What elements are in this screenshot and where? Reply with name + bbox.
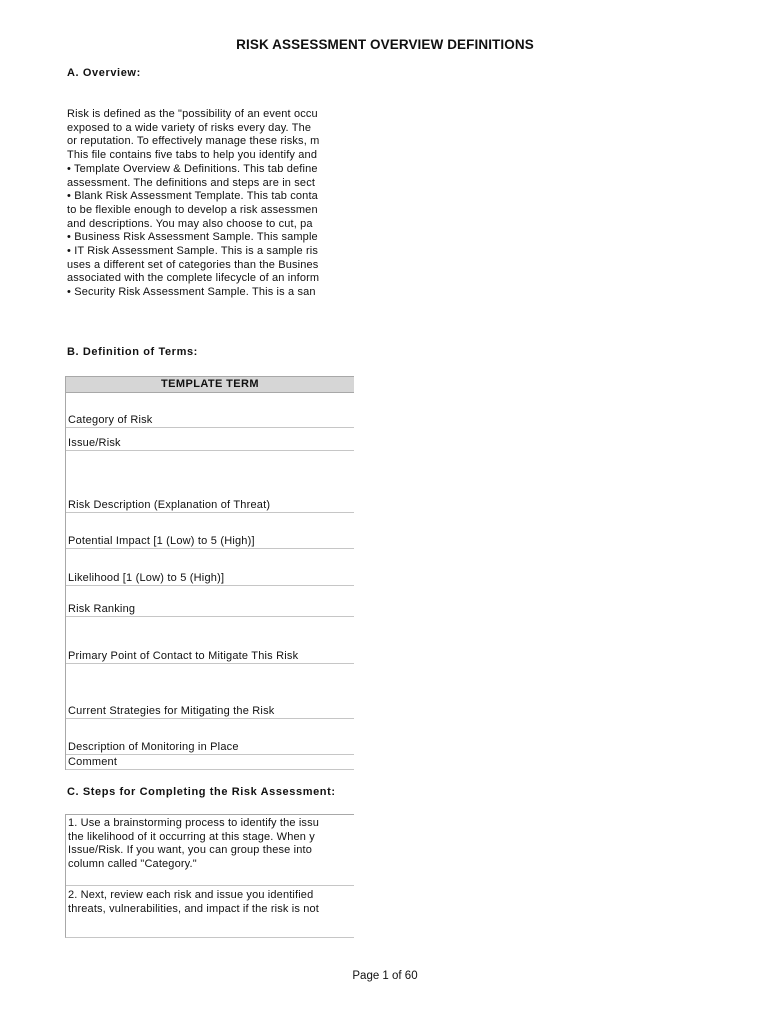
overview-line: assessment. The definitions and steps are in sect [67, 176, 316, 189]
steps-heading-clip [67, 786, 354, 802]
overview-line: • Template Overview & Definitions. This tab define [67, 162, 318, 175]
steps-heading: C. Steps for Completing the Risk Assessment: [67, 786, 336, 798]
overview-paragraph [67, 108, 354, 304]
table-row [66, 617, 354, 664]
overview-line: • Security Risk Assessment Sample. This is a san [67, 286, 316, 299]
overview-line: This file contains five tabs to help you identify and [67, 149, 318, 162]
table-row [66, 428, 354, 451]
steps-table [65, 814, 354, 938]
overview-heading: A. Overview: [67, 67, 141, 79]
definitions-heading: B. Definition of Terms: [67, 346, 198, 358]
overview-line: to be flexible enough to develop a risk assessmen [67, 203, 318, 216]
step-line: Issue/Risk. If you want, you can group these into [68, 844, 312, 857]
step-line: threats, vulnerabilities, and impact if the risk is not [68, 902, 319, 915]
table-row [66, 586, 354, 617]
overview-line: • IT Risk Assessment Sample. This is a sample ris [67, 245, 319, 258]
overview-line: • Blank Risk Assessment Template. This tab conta [67, 190, 318, 203]
term-cell: Risk Ranking [68, 603, 136, 615]
page-number: Page 1 of 60 [352, 970, 418, 982]
step-line: 2. Next, review each risk and issue you identified [68, 889, 314, 901]
table-row [66, 664, 354, 719]
table-row [66, 393, 354, 428]
term-cell: Issue/Risk [68, 437, 121, 449]
terms-table-header: TEMPLATE TERM [66, 377, 354, 393]
overview-line: • Business Risk Assessment Sample. This sample [67, 231, 318, 244]
step-line: the likelihood of it occurring at this stage. When y [68, 830, 315, 843]
table-row [66, 513, 354, 549]
step-2 [68, 889, 354, 916]
step-divider [66, 885, 354, 886]
table-row [66, 549, 354, 586]
term-cell: Primary Point of Contact to Mitigate This Risk [68, 650, 299, 662]
term-cell: Risk Description (Explanation of Threat) [68, 499, 271, 511]
term-cell: Category of Risk [68, 414, 153, 426]
overview-line: and descriptions. You may also choose to cut, pa [67, 217, 313, 230]
term-cell: Comment [68, 756, 118, 768]
table-row [66, 755, 354, 770]
step-line: 1. Use a brainstorming process to identify the issu [68, 817, 319, 829]
table-row [66, 719, 354, 755]
overview-line: uses a different set of categories than the Busines [67, 258, 319, 271]
table-row [66, 451, 354, 513]
terms-table [65, 376, 354, 770]
term-cell: Potential Impact [1 (Low) to 5 (High)] [68, 535, 255, 547]
overview-line: Risk is defined as the "possibility of an event occu [67, 108, 318, 120]
term-cell: Description of Monitoring in Place [68, 741, 239, 753]
term-cell: Likelihood [1 (Low) to 5 (High)] [68, 572, 225, 584]
step-1 [68, 817, 354, 872]
term-cell: Current Strategies for Mitigating the Risk [68, 705, 275, 717]
step-line: column called "Category." [68, 858, 197, 871]
page-title: RISK ASSESSMENT OVERVIEW DEFINITIONS [236, 37, 534, 52]
overview-line: associated with the complete lifecycle of an inform [67, 272, 320, 285]
overview-line: exposed to a wide variety of risks every day. The [67, 121, 312, 134]
overview-line: or reputation. To effectively manage these risks, m [67, 135, 320, 148]
